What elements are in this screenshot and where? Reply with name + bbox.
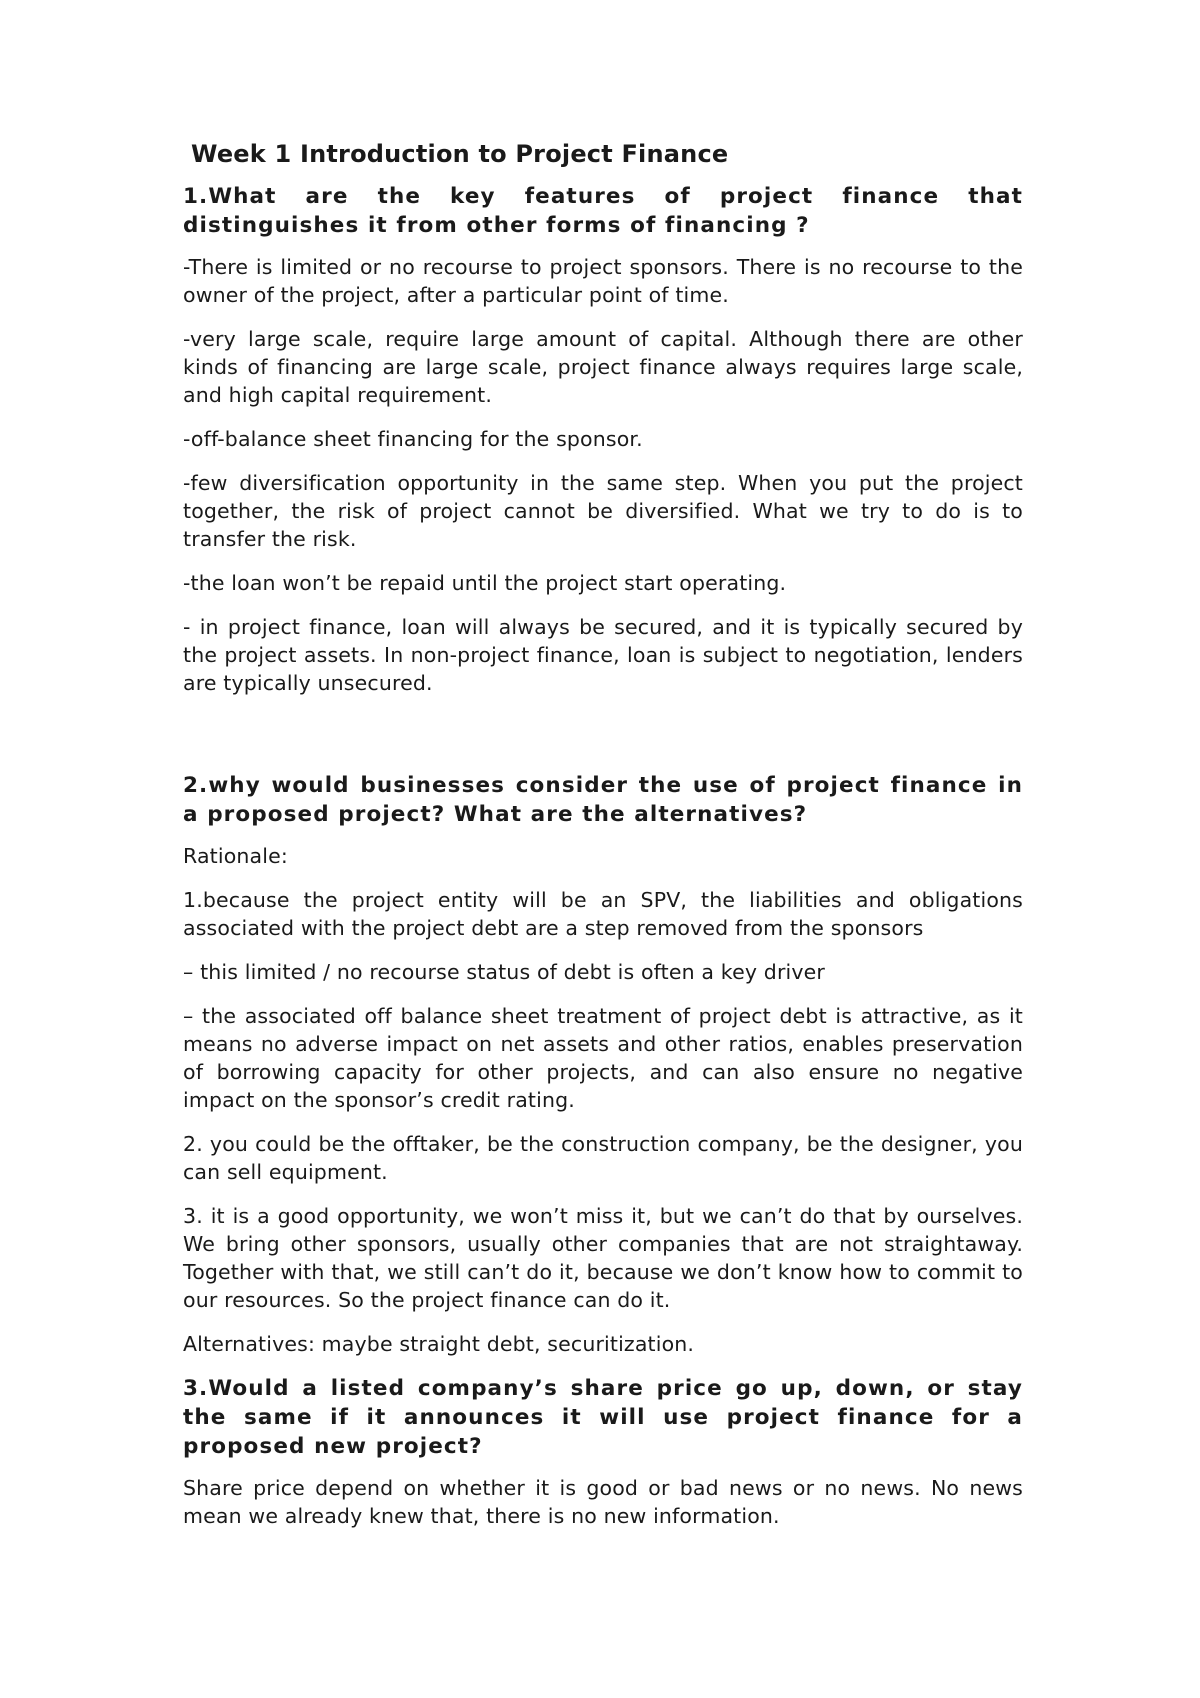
answer-paragraph: -few diversification opportunity in the same step. When you put the project together, the risk of project cannot be diversified. What we try to do is to transfer the risk. bbox=[183, 471, 1023, 551]
answer-paragraph: 2. you could be the offtaker, be the construction company, be the designer, you can sell equipment. bbox=[183, 1132, 1023, 1184]
answer-paragraph: -off-balance sheet financing for the sponsor. bbox=[183, 427, 643, 451]
document-body bbox=[183, 138, 1023, 1546]
answer-paragraph: -There is limited or no recourse to project sponsors. There is no recourse to the owner of the project, after a particular point of time. bbox=[183, 255, 1023, 307]
answer-paragraph: -very large scale, require large amount of capital. Although there are other kinds of financing are large scale, project finance always requires large scale, and high capital requirement. bbox=[183, 327, 1023, 407]
answer-paragraph: Share price depend on whether it is good or bad news or no news. No news mean we already knew that, there is no new information. bbox=[183, 1476, 1023, 1528]
answer-paragraph: - in project finance, loan will always be secured, and it is typically secured by the project assets. In non-project finance, loan is subject to negotiation, lenders are typically unsecured. bbox=[183, 615, 1023, 695]
question-2: 2.why would businesses consider the use of project finance in a proposed project? What are the alternatives? bbox=[183, 773, 1023, 827]
answer-paragraph: Rationale: bbox=[183, 844, 288, 868]
question-3: 3.Would a listed company’s share price go up, down, or stay the same if it announces it will use project finance for a proposed new project? bbox=[183, 1376, 1023, 1459]
answer-paragraph: Alternatives: maybe straight debt, securitization. bbox=[183, 1332, 695, 1356]
answer-paragraph: – the associated off balance sheet treatment of project debt is attractive, as it means no adverse impact on net assets and other ratios, enables preservation of borrowing capacity for other projects, and can also ensure no negative impact on the sponsor’s credit rating. bbox=[183, 1004, 1023, 1112]
answer-paragraph: 3. it is a good opportunity, we won’t miss it, but we can’t do that by ourselves. We bring other sponsors, usually other companies that are not straightaway. Together with that, we still can’t do it, because we don’t know how to commit to our resources. So the project finance can do it. bbox=[183, 1204, 1023, 1312]
answer-paragraph: -the loan won’t be repaid until the project start operating. bbox=[183, 571, 787, 595]
document-title: Week 1 Introduction to Project Finance bbox=[191, 140, 729, 168]
answer-paragraph: – this limited / no recourse status of debt is often a key driver bbox=[183, 960, 825, 984]
section-spacer bbox=[183, 713, 1023, 771]
answer-paragraph: 1.because the project entity will be an SPV, the liabilities and obligations associated with the project debt are a step removed from the sponsors bbox=[183, 888, 1023, 940]
question-1: 1.What are the key features of project finance that distinguishes it from other forms of financing ? bbox=[183, 184, 1023, 238]
